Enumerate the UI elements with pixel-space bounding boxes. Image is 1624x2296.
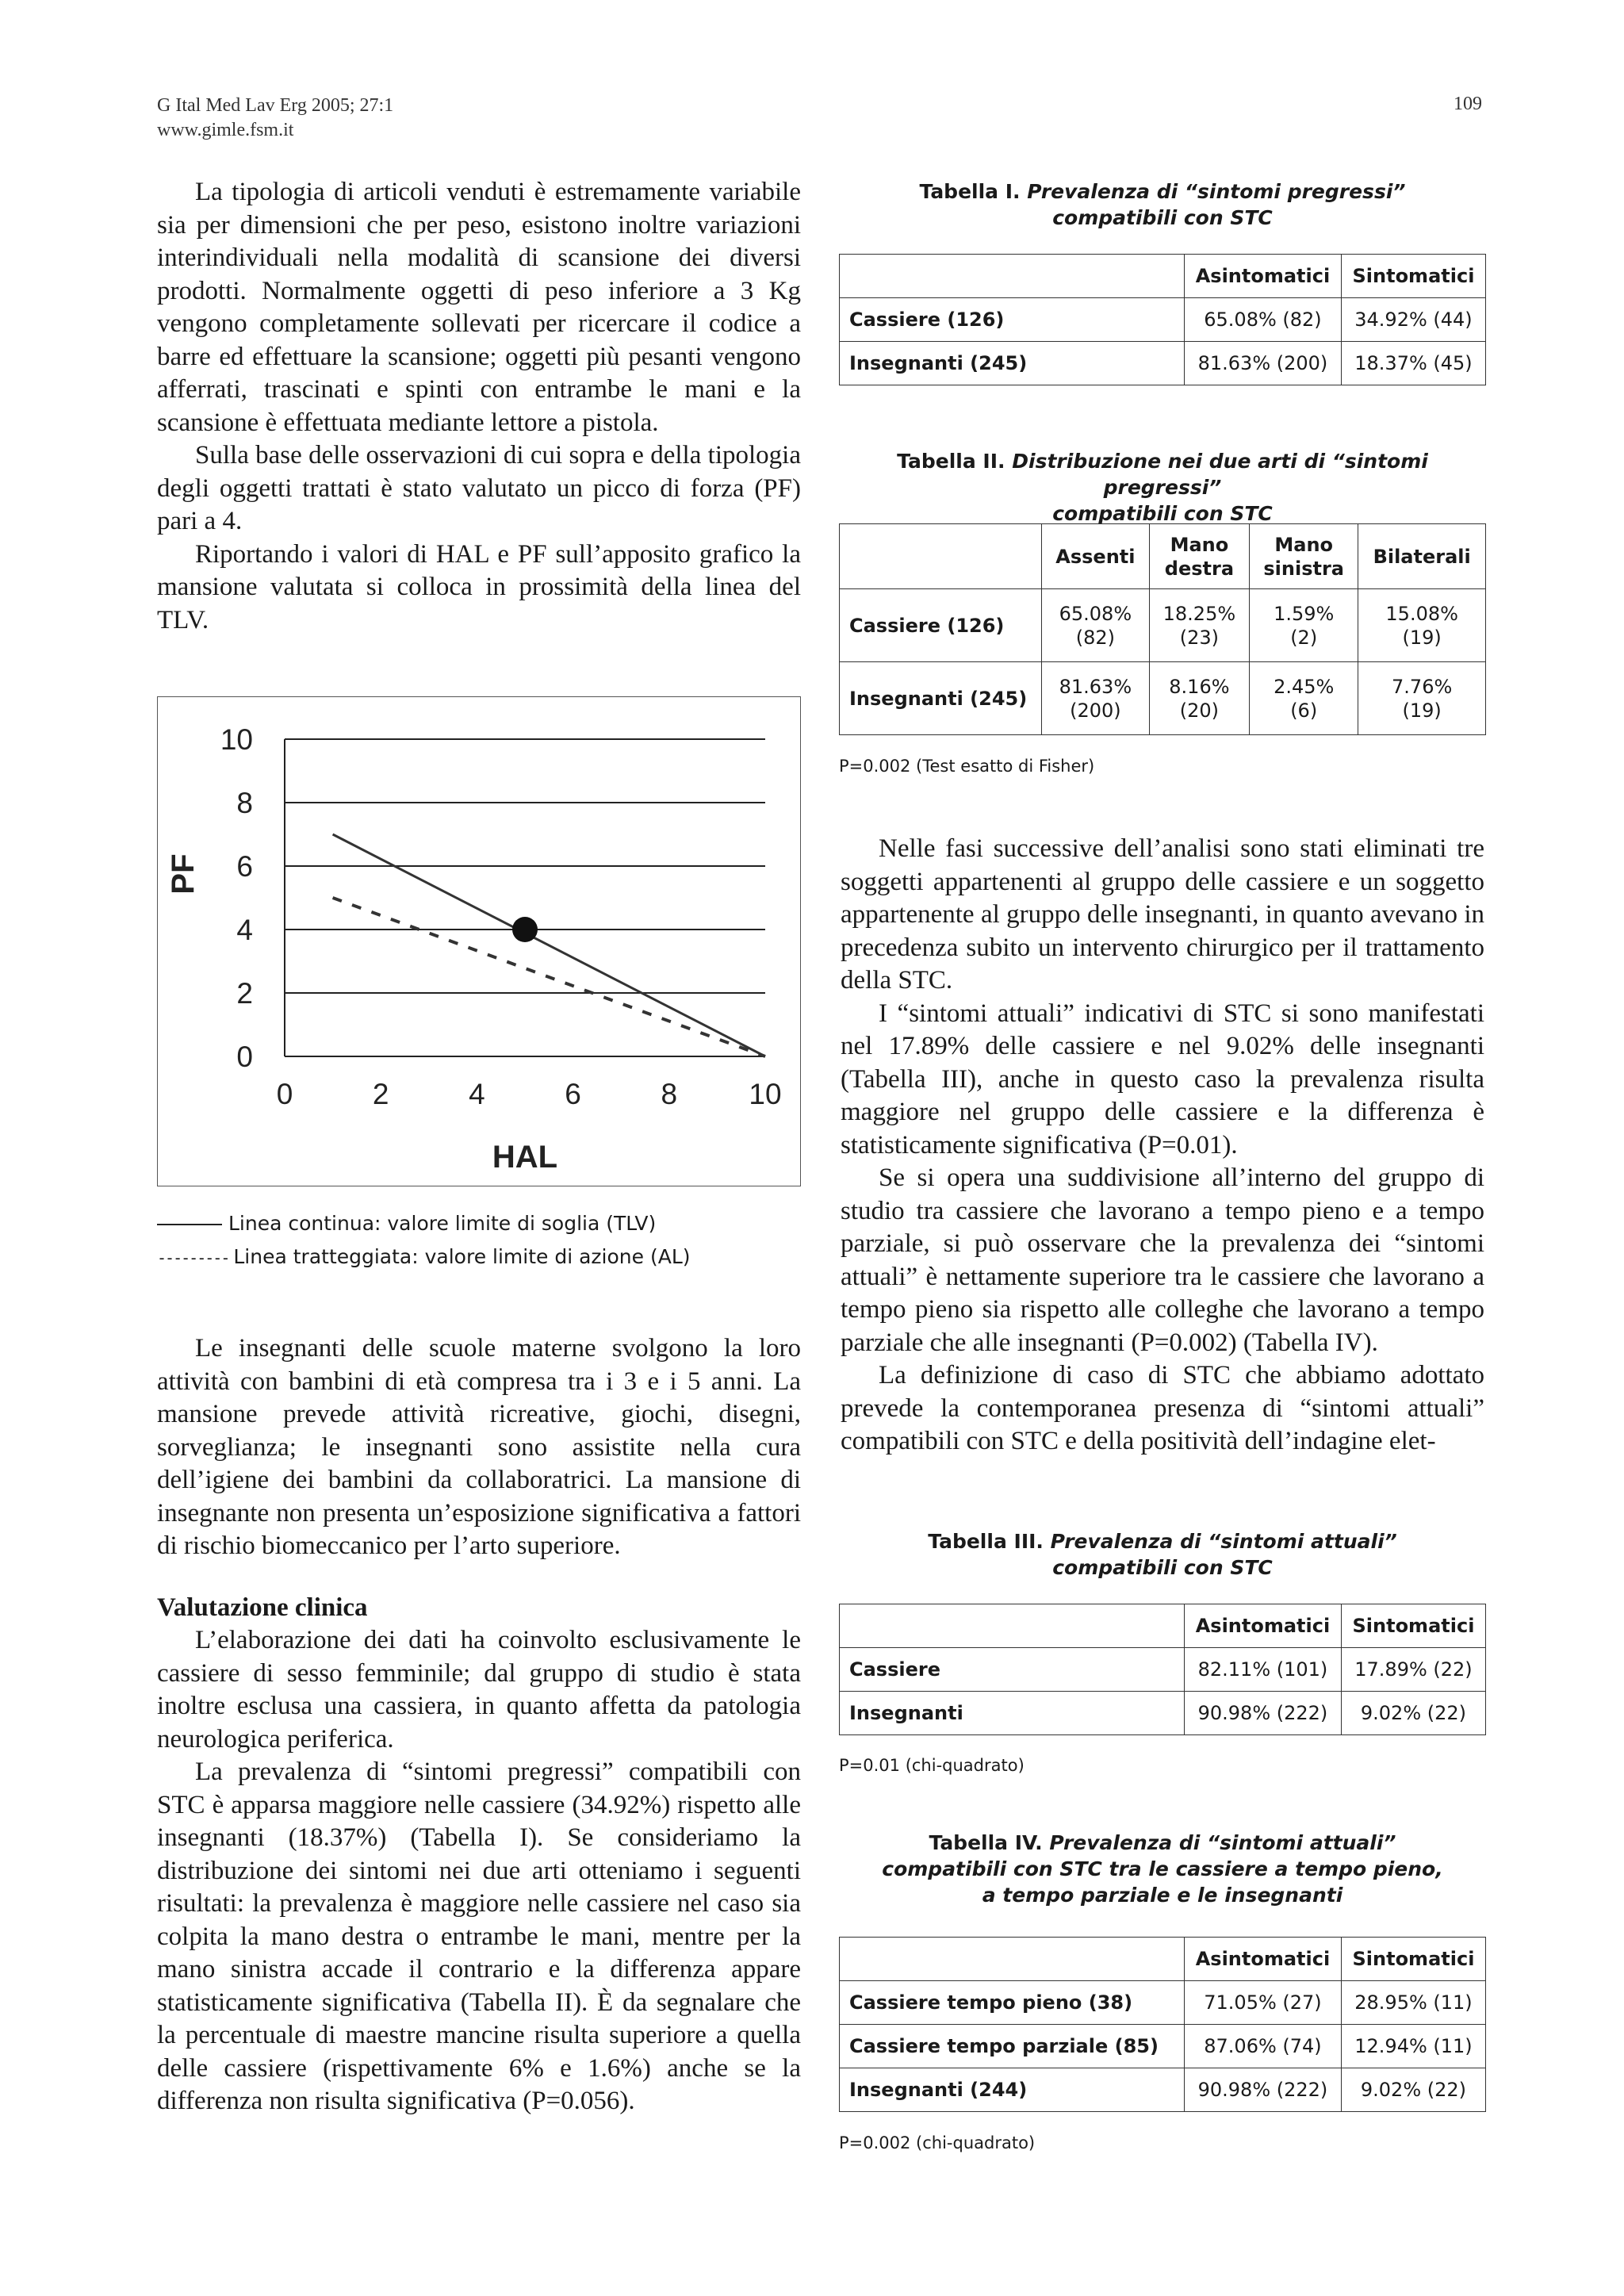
x-tick-label: 0 [276, 1078, 293, 1110]
paragraph: Le insegnanti delle scuole materne svolgono la loro attività con bambini di età compresa tra i 3 e i 5 anni. La mansione prevede attività ricreative, giochi, disegni, sorveglianza; le insegnanti sono assistite nella cura dell’igiene dei bambini da collaboratrici. La mansione di insegnante non presenta un’esposizione significativa a fattori di rischio biomeccanico per l’arto superiore. [157, 1334, 801, 1560]
data-point [512, 917, 538, 942]
row-label: Cassiere tempo parziale (85) [840, 2025, 1185, 2068]
row-label: Insegnanti (244) [840, 2068, 1185, 2112]
table-cell: 81.63% (200) [1185, 342, 1342, 385]
table-cell: 82.11% (101) [1185, 1648, 1342, 1692]
column-header: Sintomatici [1341, 1604, 1485, 1648]
row-label: Insegnanti (245) [840, 662, 1042, 735]
y-tick-label: 2 [236, 977, 253, 1010]
row-label: Cassiere (126) [840, 589, 1042, 662]
table-cell: 18.25% (23) [1149, 589, 1249, 662]
table-cell: 34.92% (44) [1341, 298, 1485, 342]
table-cell: 8.16% (20) [1149, 662, 1249, 735]
table3-note: P=0.01 (chi-quadrato) [839, 1756, 1025, 1775]
row-label: Insegnanti [840, 1692, 1185, 1735]
table-cell: 1.59% (2) [1250, 589, 1358, 662]
table-cell: 9.02% (22) [1341, 2068, 1485, 2112]
table-cell: 81.63% (200) [1042, 662, 1150, 735]
series-line-al [333, 898, 765, 1056]
x-axis-label: HAL [492, 1140, 558, 1175]
table-cell: 90.98% (222) [1185, 1692, 1342, 1735]
y-axis-label: PF [166, 853, 201, 895]
row-label: Cassiere tempo pieno (38) [840, 1981, 1185, 2025]
row-label: Cassiere [840, 1648, 1185, 1692]
x-tick-label: 10 [749, 1078, 782, 1110]
table-cell: 12.94% (11) [1341, 2025, 1485, 2068]
column-header: Assenti [1042, 524, 1150, 589]
legend-tlv: Linea continua: valore limite di soglia (TLV) [157, 1207, 691, 1240]
dashed-line-swatch: --------- [157, 1248, 229, 1267]
table3 [839, 1604, 1486, 1735]
paragraph: Nelle fasi successive dell’analisi sono stati eliminati tre soggetti appartenenti al gruppo delle cassiere e un soggetto appartenente al gruppo delle insegnanti, in quanto avevano in precedenza subito un intervento chirurgico per il trattamento della STC. [841, 834, 1484, 995]
column-header: Mano sinistra [1250, 524, 1358, 589]
paragraph: Se si opera una suddivisione all’interno del gruppo di studio tra cassiere che lavorano a tempo pieno e a tempo parziale, si può osservare che la prevalenza dei “sintomi attuali” è nettamente superiore tra le cassiere che lavorano a tempo pieno sia rispetto alle colleghe che lavorano a tempo parziale che alle insegnanti (P=0.002) (Tabella IV). [841, 1163, 1484, 1357]
column-header: Asintomatici [1185, 255, 1342, 298]
column-header: Mano destra [1149, 524, 1249, 589]
table-cell: 28.95% (11) [1341, 1981, 1485, 2025]
table-cell: 87.06% (74) [1185, 2025, 1342, 2068]
paragraph: La tipologia di articoli venduti è estremamente variabile sia per dimensioni che per peso, esistono inoltre variazioni interindividuali nella modalità di scansione dei diversi prodotti. Normalmente oggetti di peso inferiore a 3 Kg vengono completamente sollevati per ricercare il codice a barre ed effettuare la scansione; oggetti più pesanti vengono afferrati, trascinati e spinti con entrambe le mani e la scansione è effettuata mediante lettore a pistola. [157, 178, 801, 437]
table-cell: 2.45% (6) [1250, 662, 1358, 735]
table2-caption: Tabella II. Distribuzione nei due arti di “sintomi pregressi” compatibili con STC [897, 450, 1428, 525]
table-cell: 17.89% (22) [1341, 1648, 1485, 1692]
chart-legend [157, 1207, 691, 1274]
column-header: Sintomatici [1341, 255, 1485, 298]
table-cell: 65.08% (82) [1042, 589, 1150, 662]
x-tick-label: 4 [469, 1078, 485, 1110]
table-cell: 71.05% (27) [1185, 1981, 1342, 2025]
hal-pf-chart-frame [157, 696, 801, 1186]
table4 [839, 1937, 1486, 2112]
table3-caption: Tabella III. Prevalenza di “sintomi attuali” compatibili con STC [928, 1530, 1397, 1579]
journal-url[interactable]: www.gimle.fsm.it [157, 120, 294, 140]
table-cell: 65.08% (82) [1185, 298, 1342, 342]
y-tick-label: 10 [220, 723, 253, 756]
page-number: 109 [1454, 94, 1482, 114]
table-cell: 7.76% (19) [1358, 662, 1486, 735]
table2 [839, 523, 1486, 735]
paragraph: Sulla base delle osservazioni di cui sopra e della tipologia degli oggetti trattati è stato valutato un picco di forza (PF) pari a 4. [157, 441, 801, 535]
x-tick-label: 6 [565, 1078, 581, 1110]
y-tick-label: 6 [236, 850, 253, 883]
left-column-top [157, 176, 801, 637]
table4-caption: Tabella IV. Prevalenza di “sintomi attuali” compatibili con STC tra le cassiere a tempo pieno, a tempo parziale e le insegnanti [882, 1831, 1443, 1907]
section-heading: Valutazione clinica [157, 1593, 368, 1622]
table-cell: 18.37% (45) [1341, 342, 1485, 385]
column-header: Asintomatici [1185, 1604, 1342, 1648]
x-tick-label: 8 [661, 1078, 678, 1110]
x-tick-label: 2 [372, 1078, 389, 1110]
left-column-bottom [157, 1332, 801, 2118]
paragraph: I “sintomi attuali” indicativi di STC si sono manifestati nel 17.89% delle cassiere e nel 9.02% delle insegnanti (Tabella III), anche in questo caso la prevalenza risulta maggiore nel gruppo delle cassiere e la differenza è statisticamente significativa (P=0.01). [841, 999, 1484, 1159]
column-header: Sintomatici [1341, 1938, 1485, 1981]
table-cell: 9.02% (22) [1341, 1692, 1485, 1735]
y-tick-label: 0 [236, 1041, 253, 1073]
paragraph: La definizione di caso di STC che abbiamo adottato prevede la contemporanea presenza di “sintomi attuali” compatibili con STC e della positività dell’indagine elet- [841, 1361, 1484, 1455]
table2-note: P=0.002 (Test esatto di Fisher) [839, 757, 1095, 776]
journal-citation: G Ital Med Lav Erg 2005; 27:1 [157, 95, 394, 116]
row-label: Cassiere (126) [840, 298, 1185, 342]
solid-line-swatch [157, 1224, 222, 1225]
table1-caption: Tabella I. Prevalenza di “sintomi pregressi” compatibili con STC [919, 180, 1406, 229]
table-cell: 15.08% (19) [1358, 589, 1486, 662]
journal-header [157, 94, 393, 143]
paragraph: L’elaborazione dei dati ha coinvolto esclusivamente le cassiere di sesso femminile; dal gruppo di studio è stata inoltre esclusa una cassiera, in quanto affetta da patologia neurologica periferica. [157, 1626, 801, 1754]
legend-al: --------- Linea tratteggiata: valore limite di azione (AL) [157, 1245, 691, 1268]
column-header: Asintomatici [1185, 1938, 1342, 1981]
y-tick-label: 8 [236, 787, 253, 819]
series-line-tlv [333, 834, 765, 1056]
paragraph: Riportando i valori di HAL e PF sull’apposito grafico la mansione valutata si colloca in prossimità della linea del TLV. [157, 539, 801, 634]
table1 [839, 254, 1486, 385]
row-label: Insegnanti (245) [840, 342, 1185, 385]
y-tick-label: 4 [236, 914, 253, 946]
paragraph: La prevalenza di “sintomi pregressi” compatibili con STC è apparsa maggiore nelle cassiere (34.92%) rispetto alle insegnanti (18.37%) (Tabella I). Se consideriamo la distribuzione dei sintomi nei due arti otteniamo i seguenti risultati: la prevalenza è maggiore nelle cassiere nel caso sia colpita la mano destra o entrambe le mani, mentre per la mano sinistra accade il contrario e la differenza appare statisticamente significativa (Tabella II). È da segnalare che la percentuale di maestre mancine risulta superiore a quella delle cassiere (rispettivamente 6% e 1.6%) anche se la differenza non risulta significativa (P=0.056). [157, 1757, 801, 2115]
table-cell: 90.98% (222) [1185, 2068, 1342, 2112]
right-column-text [841, 833, 1484, 1458]
column-header: Bilaterali [1358, 524, 1486, 589]
hal-pf-chart [158, 697, 799, 1185]
table4-note: P=0.002 (chi-quadrato) [839, 2133, 1036, 2152]
